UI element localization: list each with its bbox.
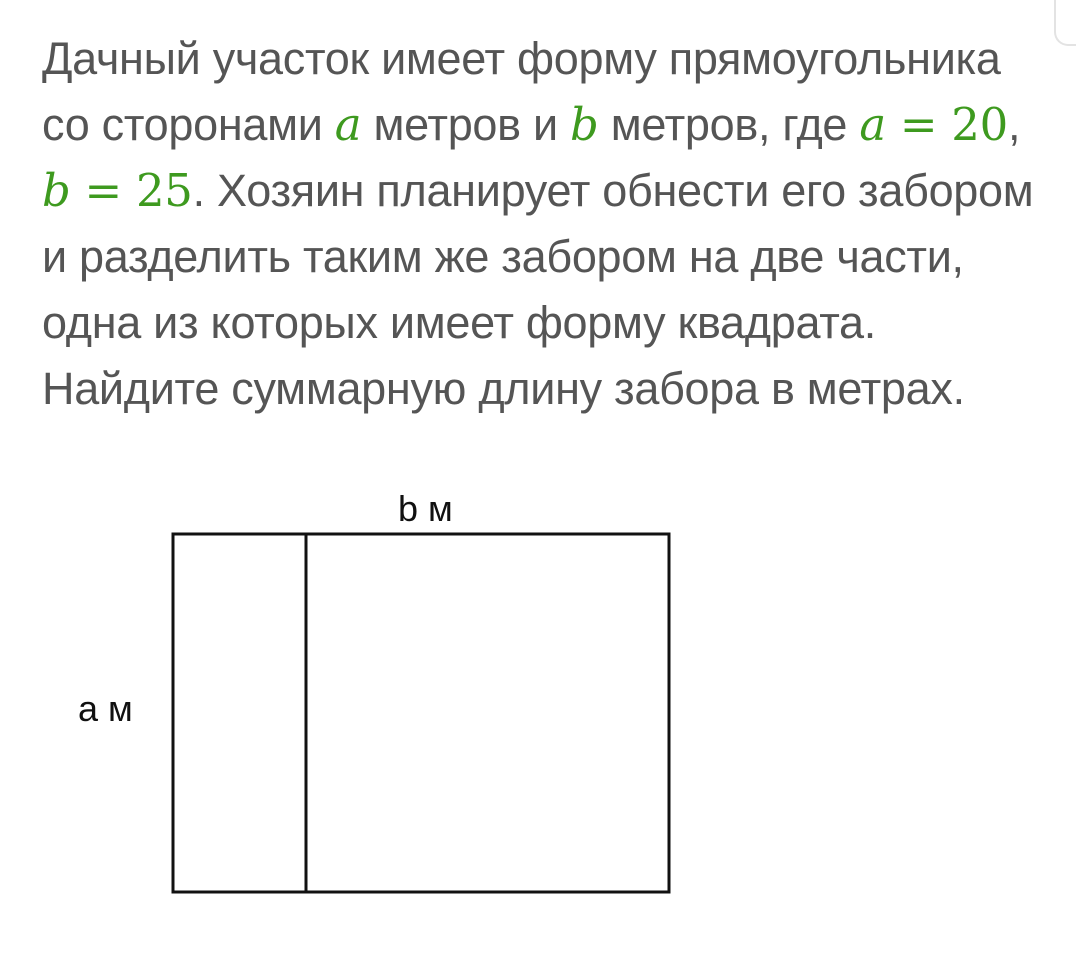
plot-outer-rectangle — [173, 534, 669, 892]
problem-statement — [42, 26, 1042, 422]
math-equation-b: b = 25 — [42, 164, 193, 217]
screen-edge — [1054, 0, 1076, 46]
plot-diagram — [0, 470, 760, 930]
problem-text-part-3: метров, где — [598, 99, 860, 150]
problem-text-part-5: . Хозяин планирует обнести его забором и разделить таким же забором на две части, одна из которых имеет форму квадрата. Найдите суммарную длину забора в метрах. — [42, 165, 1034, 414]
side-b-label: b м — [398, 488, 453, 529]
math-equation-a: a = 20 — [859, 98, 1008, 151]
math-var-b: b — [570, 98, 599, 151]
problem-text-part-4: , — [1007, 99, 1021, 150]
problem-text-part-1: Дачный участок имеет форму прямоугольника со сторонами — [42, 33, 1001, 150]
side-a-label: a м — [78, 688, 133, 729]
math-var-a: a — [334, 98, 362, 151]
problem-text-part-2: метров и — [361, 99, 570, 150]
